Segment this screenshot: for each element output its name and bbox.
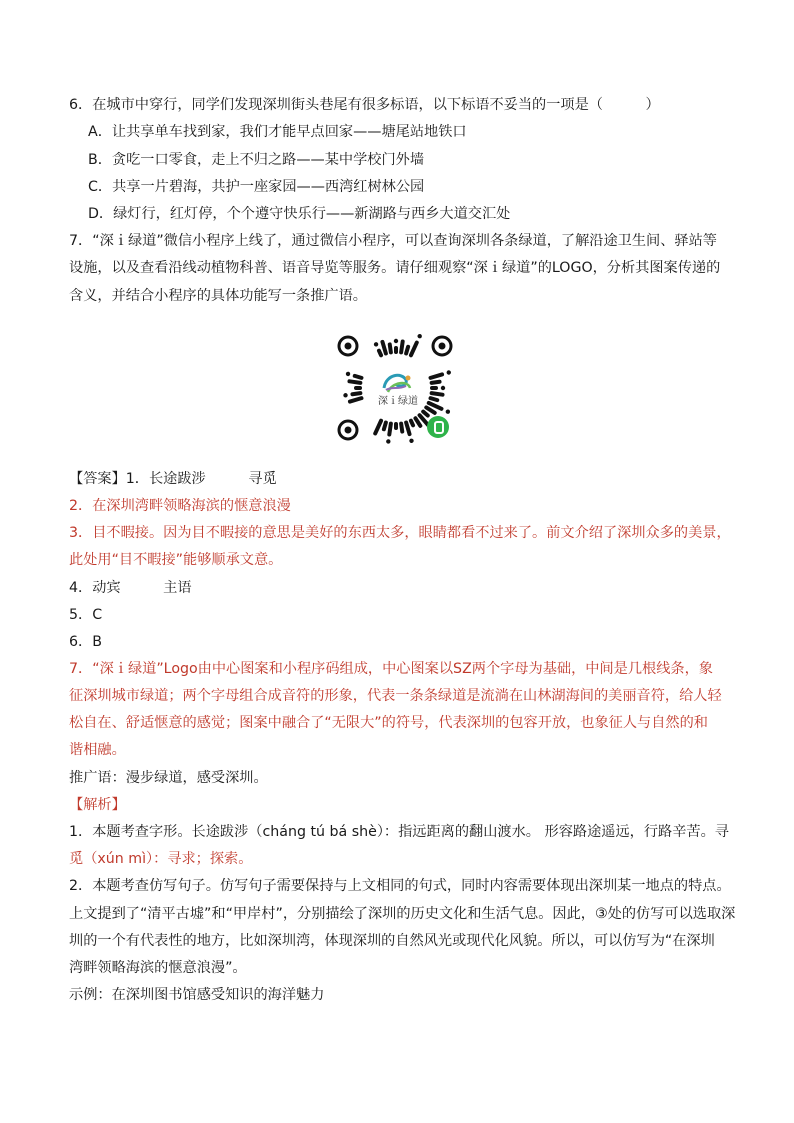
analysis-2-line-1: 2．本题考查仿写句子。仿写句子需要保持与上文相同的句式，同时内容需要体现出深圳某一地点的特点。 [69,878,731,894]
logo-text: 深ｉ绿道 [378,396,418,407]
analysis-1-line-1: 1．本题考查字形。长途跋涉（cháng tú bá shè）：指远距离的翻山渡水。 形容路途遥远，行路辛苦。寻 [69,824,729,840]
q6-option-d: D．绿灯行，红灯停，个个遵守快乐行——新湖路与西乡大道交汇处 [88,206,511,222]
greenway-logo-icon [368,360,426,418]
q6-stem: 6．在城市中穿行，同学们发现深圳街头巷尾有很多标语，以下标语不妥当的一项是（ ） [69,97,660,113]
q7-line-2: 设施，以及查看沿线动植物科普、语音导览等服务。请仔细观察“深ｉ绿道”的LOGO，分析其图案传递的 [69,260,721,276]
q7-line-3: 含义，并结合小程序的具体功能写一条推广语。 [69,288,367,304]
answer-3-line-1: 3．目不暇接。因为目不暇接的意思是美好的东西太多，眼睛都看不过来了。前文介绍了深圳众多的美景， [69,525,731,541]
answer-4: 4．动宾 主语 [69,580,192,596]
q6-option-b: B．贪吃一口零食，走上不归之路——某中学校门外墙 [88,152,425,168]
analysis-1-line-2: 觅（xún mì）：寻求；探索。 [69,851,253,867]
answer-3-line-2: 此处用“目不暇接”能够顺承文意。 [69,552,283,568]
analysis-2-line-2: 上文提到了“清平古墟”和“甲岸村”，分别描绘了深圳的历史文化和生活气息。因此，③处的仿写可以选取深 [69,906,736,922]
slogan: 推广语：漫步绿道，感受深圳。 [69,770,268,786]
answer-2: 2．在深圳湾畔领略海滨的惬意浪漫 [69,498,291,514]
answer-7-line-3: 松自在、舒适惬意的感觉；图案中融合了“无限大”的符号，代表深圳的包容开放，也象征人与自然的和 [69,715,708,731]
answer-5: 5．C [69,607,103,623]
q6-option-a: A．让共享单车找到家，我们才能早点回家——塘尾站地铁口 [88,124,467,140]
analysis-example: 示例：在深圳图书馆感受知识的海洋魅力 [69,987,325,1003]
logo-center [368,360,426,418]
mini-program-badge-icon [427,416,449,438]
q7-line-1: 7．“深ｉ绿道”微信小程序上线了，通过微信小程序，可以查询深圳各条绿道，了解沿途卫生间、驿站等 [69,233,717,249]
answer-7-line-1: 7．“深ｉ绿道”Logo由中心图案和小程序码组成，中心图案以SZ两个字母为基础，中间是几根线条，象 [69,661,713,677]
answer-6: 6．B [69,634,102,650]
answer-1: 【答案】1．长途跋涉 寻觅 [69,471,277,487]
answer-7-line-2: 征深圳城市绿道；两个字母组合成音符的形象，代表一条条绿道是流淌在山林湖海间的美丽音符，给人轻 [69,688,722,704]
analysis-2-line-4: 湾畔领略海滨的惬意浪漫”。 [69,960,247,976]
analysis-2-line-3: 圳的一个有代表性的地方，比如深圳湾，体现深圳的自然风光或现代化风貌。所以，可以仿写为“在深圳 [69,933,715,949]
analysis-title: 【解析】 [69,797,126,813]
answer-7-line-4: 谐相融。 [69,742,126,758]
q6-option-c: C．共享一片碧海，共护一座家园——西湾红树林公园 [88,179,425,195]
